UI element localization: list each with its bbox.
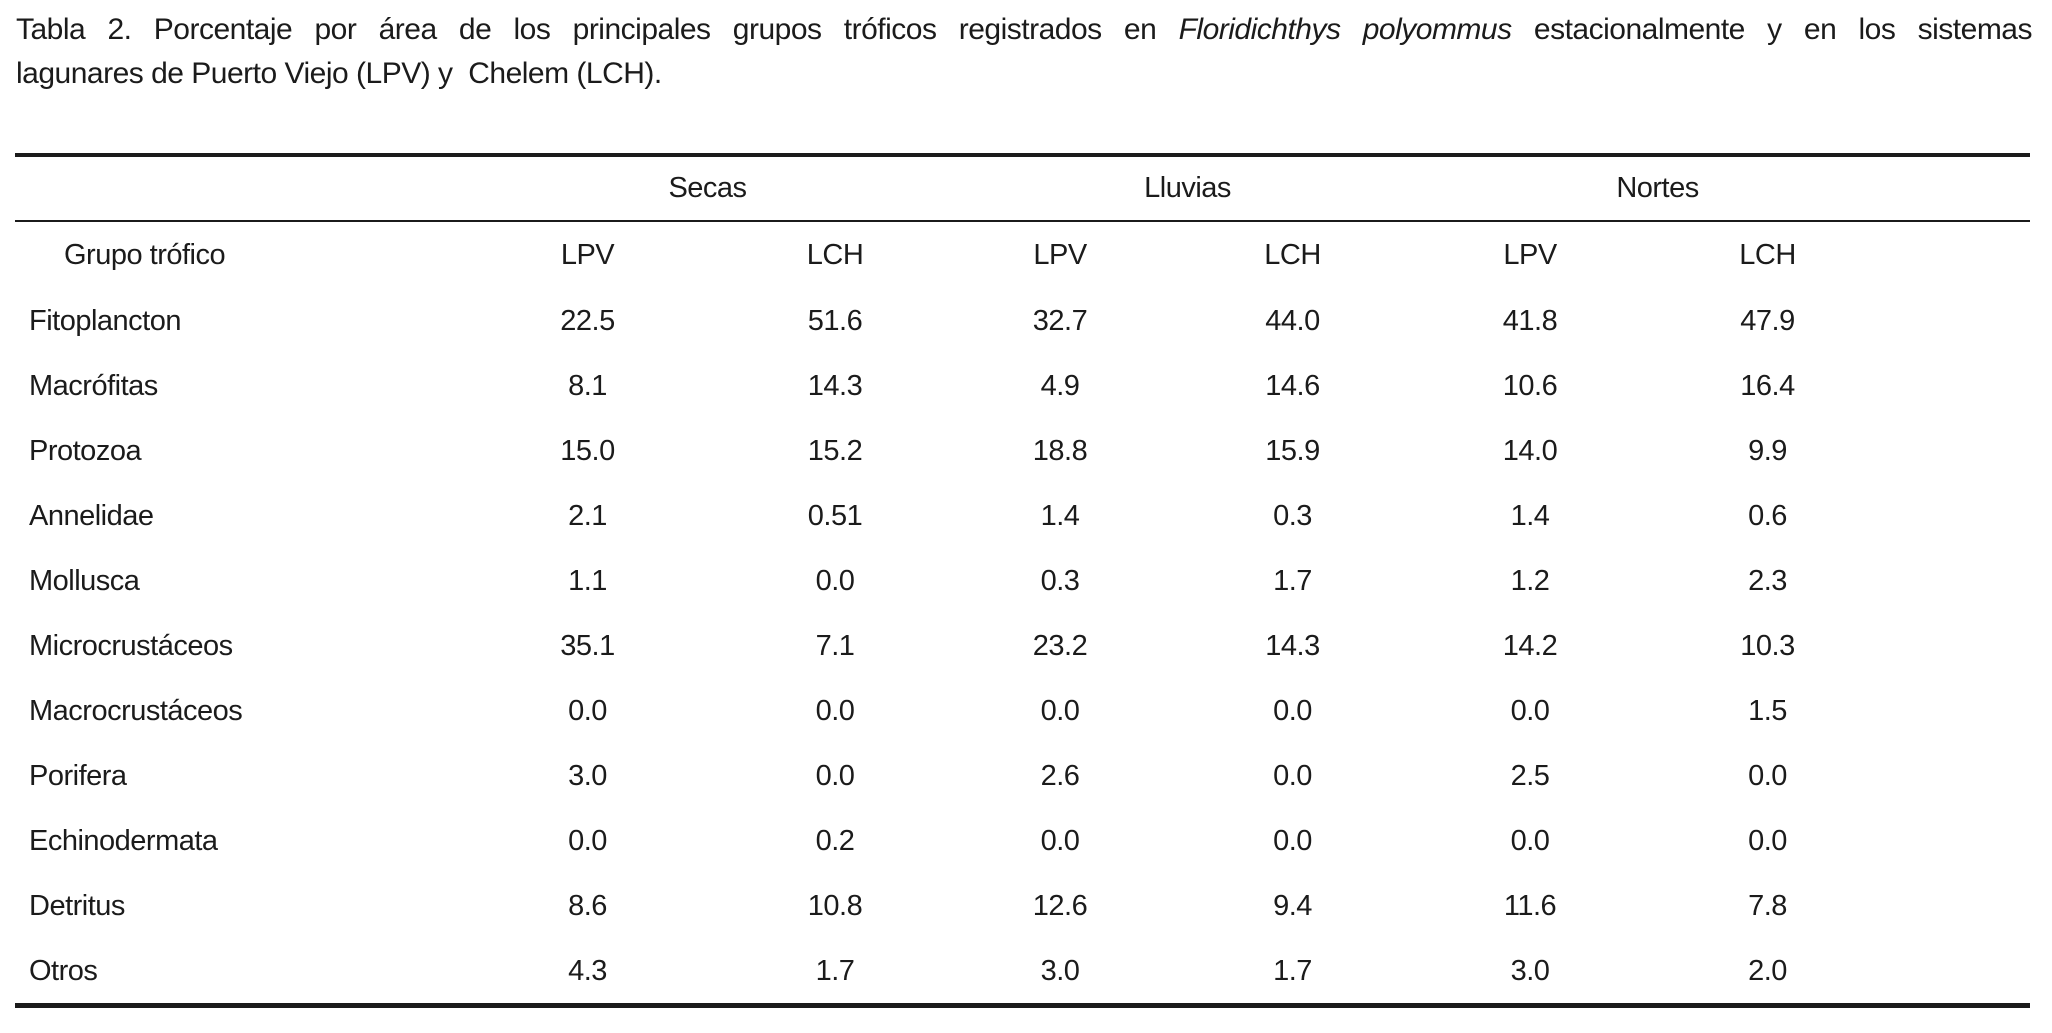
value-cell: 14.0 [1502, 435, 1558, 467]
row-label: Fitoplancton [29, 305, 181, 337]
value-cell: 22.5 [560, 305, 615, 337]
spacer-cell [1895, 679, 2030, 744]
value-cell: 2.3 [1748, 565, 1787, 597]
site-header-lch-lluvias: LCH [1264, 239, 1321, 271]
caption-text-suffix: estacionalmente y en los sistemas [1533, 13, 2032, 46]
spacer-cell [1895, 419, 2030, 484]
species-name: Floridichthys polyommus [1178, 13, 1512, 46]
value-cell: 23.2 [1032, 630, 1088, 662]
value-cell: 32.7 [1032, 305, 1088, 337]
spacer-cell [1895, 155, 2030, 221]
spacer-cell [1895, 744, 2030, 809]
season-header-row [15, 155, 2030, 221]
row-label: Annelidae [29, 500, 154, 532]
row-label: Otros [29, 955, 98, 987]
table-row [15, 419, 2030, 484]
value-cell: 10.8 [807, 890, 863, 922]
value-cell: 2.1 [568, 500, 607, 532]
value-cell: 35.1 [560, 630, 615, 662]
value-cell: 10.6 [1502, 370, 1558, 402]
value-cell: 0.0 [1748, 760, 1787, 792]
value-cell: 1.4 [1040, 500, 1080, 532]
value-cell: 44.0 [1265, 305, 1320, 337]
value-cell: 0.51 [807, 500, 863, 532]
value-cell: 0.0 [1510, 825, 1550, 857]
spacer-cell [1895, 874, 2030, 939]
value-cell: 14.2 [1502, 630, 1558, 662]
site-header-lch-nortes: LCH [1739, 239, 1796, 271]
table-row [15, 354, 2030, 419]
row-label: Mollusca [29, 565, 140, 597]
trophic-groups-table [15, 153, 2030, 1004]
value-cell: 0.0 [1273, 695, 1312, 727]
value-cell: 1.7 [1273, 955, 1312, 987]
table-row [15, 484, 2030, 549]
value-cell: 0.0 [1040, 825, 1080, 857]
value-cell: 1.1 [568, 565, 607, 597]
value-cell: 0.3 [1273, 500, 1312, 532]
table-row [15, 289, 2030, 354]
value-cell: 15.0 [560, 435, 615, 467]
value-cell: 7.8 [1748, 890, 1787, 922]
spacer-cell [1895, 289, 2030, 354]
spacer-cell [1895, 354, 2030, 419]
value-cell: 41.8 [1502, 305, 1558, 337]
value-cell: 15.9 [1265, 435, 1320, 467]
value-cell: 0.6 [1748, 500, 1787, 532]
caption-text-prefix: Tabla 2. Porcentaje por área de los principales grupos tróficos registrados en [16, 13, 1157, 46]
value-cell: 8.1 [568, 370, 607, 402]
season-header-nortes: Nortes [1420, 155, 1895, 221]
caption-line-2: lagunares de Puerto Viejo (LPV) y Chelem (LCH). [16, 57, 662, 90]
value-cell: 2.6 [1040, 760, 1080, 792]
table-row [15, 809, 2030, 874]
spacer-cell [1895, 614, 2030, 679]
row-label: Microcrustáceos [29, 630, 233, 662]
site-header-lpv-lluvias: LPV [1033, 239, 1087, 271]
value-cell: 16.4 [1740, 370, 1795, 402]
site-header-lch-secas: LCH [806, 239, 864, 271]
value-cell: 14.3 [807, 370, 863, 402]
value-cell: 0.0 [568, 695, 607, 727]
value-cell: 0.0 [568, 825, 607, 857]
row-label: Detritus [29, 890, 125, 922]
table-row [15, 939, 2030, 1004]
season-header-lluvias: Lluvias [955, 155, 1420, 221]
value-cell: 4.3 [568, 955, 607, 987]
value-cell: 0.0 [1273, 825, 1312, 857]
site-header-lpv-secas: LPV [560, 239, 615, 271]
value-cell: 9.4 [1273, 890, 1312, 922]
value-cell: 1.2 [1510, 565, 1550, 597]
value-cell: 14.3 [1265, 630, 1320, 662]
table-body [15, 289, 2030, 1004]
site-header-row [15, 221, 2030, 289]
caption-line-1 [16, 8, 2032, 52]
value-cell: 1.5 [1748, 695, 1787, 727]
spacer-cell [1895, 221, 2030, 289]
value-cell: 4.9 [1040, 370, 1080, 402]
row-label: Macrófitas [29, 370, 158, 402]
group-trofico-header: Grupo trófico [64, 239, 226, 271]
table-row [15, 614, 2030, 679]
row-label: Porifera [29, 760, 127, 792]
row-label: Protozoa [29, 435, 142, 467]
value-cell: 0.0 [1273, 760, 1312, 792]
value-cell: 9.9 [1748, 435, 1787, 467]
value-cell: 2.5 [1510, 760, 1550, 792]
value-cell: 14.6 [1265, 370, 1320, 402]
value-cell: 47.9 [1740, 305, 1795, 337]
value-cell: 3.0 [1510, 955, 1550, 987]
spacer-cell [1895, 809, 2030, 874]
row-label: Macrocrustáceos [29, 695, 243, 727]
value-cell: 0.0 [815, 760, 855, 792]
table-caption [16, 8, 2032, 96]
value-cell: 0.0 [1748, 825, 1787, 857]
spacer-cell [1895, 484, 2030, 549]
value-cell: 1.7 [815, 955, 855, 987]
value-cell: 51.6 [807, 305, 863, 337]
value-cell: 0.0 [1040, 695, 1080, 727]
value-cell: 11.6 [1503, 890, 1557, 922]
value-cell: 1.7 [1273, 565, 1312, 597]
value-cell: 1.4 [1510, 500, 1550, 532]
table-bottom-rule [15, 1003, 2030, 1008]
value-cell: 3.0 [568, 760, 607, 792]
value-cell: 2.0 [1748, 955, 1787, 987]
value-cell: 3.0 [1040, 955, 1080, 987]
spacer-cell [1895, 939, 2030, 1004]
table-row [15, 874, 2030, 939]
value-cell: 15.2 [807, 435, 863, 467]
table-row [15, 744, 2030, 809]
empty-corner-cell [15, 155, 460, 221]
row-label: Echinodermata [29, 825, 218, 857]
value-cell: 0.3 [1040, 565, 1080, 597]
season-header-secas: Secas [460, 155, 955, 221]
spacer-cell [1895, 549, 2030, 614]
value-cell: 18.8 [1032, 435, 1088, 467]
site-header-lpv-nortes: LPV [1503, 239, 1557, 271]
value-cell: 0.2 [815, 825, 855, 857]
value-cell: 8.6 [568, 890, 607, 922]
value-cell: 7.1 [815, 630, 855, 662]
table-row [15, 679, 2030, 744]
value-cell: 0.0 [815, 695, 855, 727]
value-cell: 0.0 [815, 565, 855, 597]
table-row [15, 549, 2030, 614]
value-cell: 0.0 [1510, 695, 1550, 727]
value-cell: 12.6 [1032, 890, 1088, 922]
value-cell: 10.3 [1740, 630, 1795, 662]
